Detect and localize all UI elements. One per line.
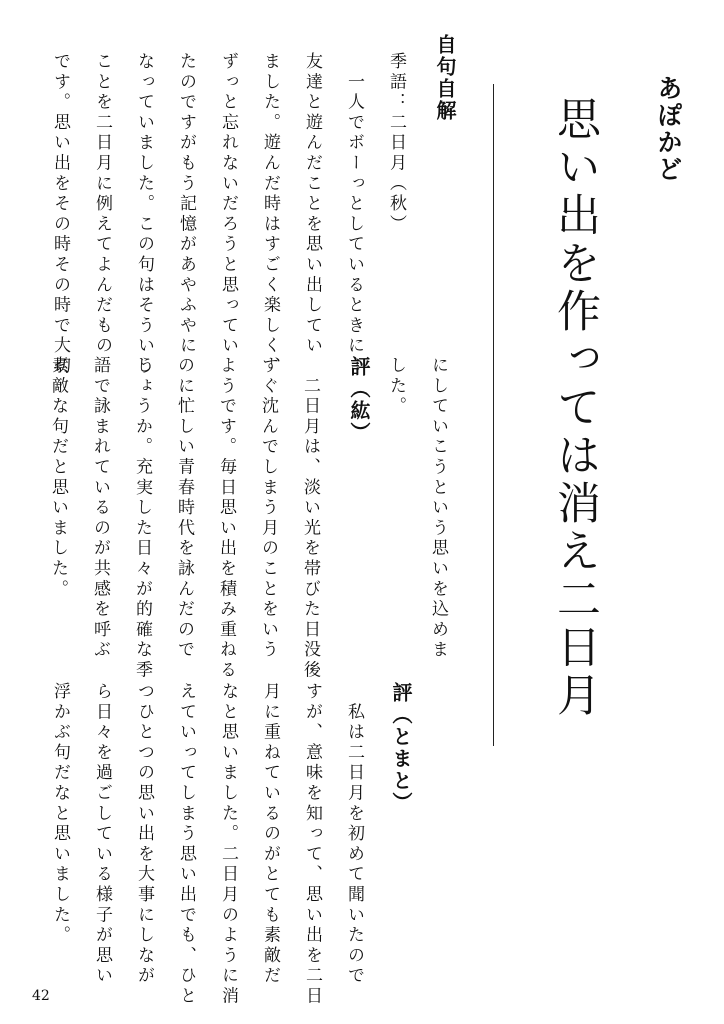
author-name: あぽかど (654, 75, 683, 183)
jiku-body: 一人でボーっとしているときに 友達と遊んだことを思い出してい ました。遊んだ時はすごく楽しく、 ずっと忘れないだろうと思ってい たのですがもう記憶があやふやに なっていました。この句はそういう ことを二日月に例えてよんだもの です。思い出をその時その時で大切 (50, 52, 364, 377)
page-number: 42 (32, 988, 50, 1004)
haiku-title: 思い出を作っては消え二日月 (549, 96, 600, 720)
section-heading-hyo-kou: 評（紘） (347, 356, 371, 444)
kigo-line: 季語：二日月（秋） (386, 52, 406, 235)
section-heading-hyo-tomato: 評（とまと） (389, 682, 413, 814)
divider-line (493, 84, 494, 746)
hyo-tomato-body: 私は二日月を初めて聞いたので すが、意味を知って、思い出を二日 月に重ねているのがとても素敵だ なと思いました。二日月のように消 えていってしまう思い出でも、ひと つひとつの思い出を大事にしなが ら日々を過ごしている様子が思い 浮かぶ句だなと思いました。 (50, 682, 364, 1007)
hyo-kou-body: 二日月は、淡い光を帯びた日没後 すぐ沈んでしまう月のことをいう ようです。毎日思い出を積み重ねる のに忙しい青春時代を詠んだので しょうか。充実した日々が的確な季 語で詠まれているのが共感を呼ぶ 素敵な句だと思いました。 (48, 356, 320, 681)
section-heading-jiku: 自句自解 (433, 34, 457, 122)
jiku-body-continued: にしていこうという思いを込めま した。 (386, 356, 448, 661)
